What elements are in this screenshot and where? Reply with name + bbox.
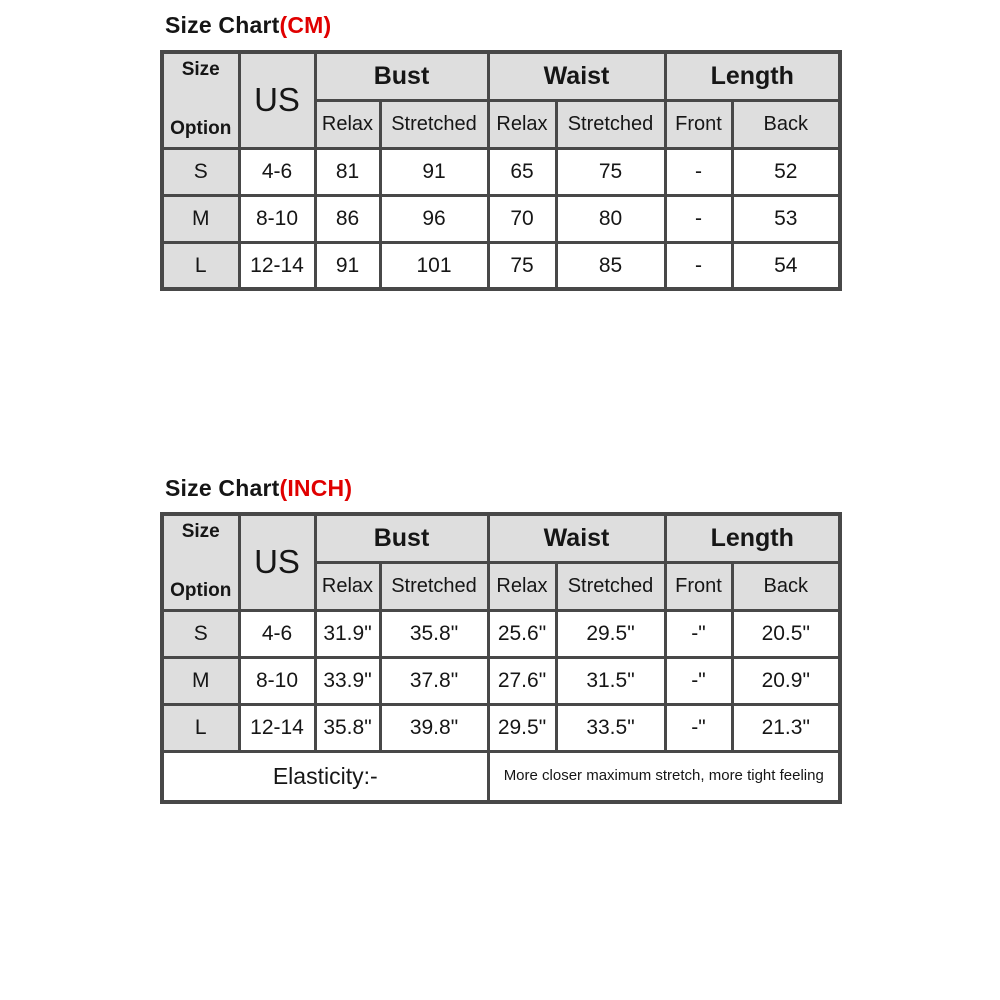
cell: 12-14	[239, 242, 315, 289]
cell: 8-10	[239, 195, 315, 242]
cell: 91	[380, 148, 488, 195]
header-waist-stretched: Stretched	[556, 100, 665, 148]
table-row-m	[162, 195, 840, 242]
cell: -"	[665, 657, 732, 704]
cell: 52	[732, 148, 840, 195]
cell: -	[665, 242, 732, 289]
cell: 4-6	[239, 610, 315, 657]
table-row-s	[162, 610, 840, 657]
cell: 54	[732, 242, 840, 289]
cell: -	[665, 195, 732, 242]
header-waist: Waist	[488, 514, 665, 562]
title-text: Size Chart	[165, 12, 280, 38]
header-waist-relax: Relax	[488, 562, 556, 610]
cell: 27.6"	[488, 657, 556, 704]
title-unit-cm: (CM)	[279, 12, 332, 38]
cell: 35.8"	[380, 610, 488, 657]
cell: 8-10	[239, 657, 315, 704]
cell: 21.3"	[732, 704, 840, 751]
cell: 75	[556, 148, 665, 195]
cell: 53	[732, 195, 840, 242]
size-cell: S	[162, 148, 239, 195]
header-size-line1: Size	[181, 521, 220, 543]
cell: 80	[556, 195, 665, 242]
cell: 101	[380, 242, 488, 289]
cell: -"	[665, 704, 732, 751]
header-bust: Bust	[315, 52, 488, 100]
header-bust-stretched: Stretched	[380, 100, 488, 148]
header-length-front: Front	[665, 562, 732, 610]
cell: 39.8"	[380, 704, 488, 751]
header-length: Length	[665, 514, 840, 562]
header-length: Length	[665, 52, 840, 100]
cell: 31.5"	[556, 657, 665, 704]
header-length-back: Back	[732, 100, 840, 148]
header-size-option	[162, 514, 239, 610]
table-row-l	[162, 242, 840, 289]
header-us: US	[239, 52, 315, 148]
cell: 29.5"	[488, 704, 556, 751]
elasticity-label: Elasticity:-	[162, 751, 488, 802]
header-waist-relax: Relax	[488, 100, 556, 148]
title-text: Size Chart	[165, 475, 280, 501]
header-length-front: Front	[665, 100, 732, 148]
table-header-row-1	[162, 514, 840, 562]
header-us: US	[239, 514, 315, 610]
elasticity-note: More closer maximum stretch, more tight feeling	[488, 751, 840, 802]
size-option-stack	[164, 57, 238, 143]
header-size-option	[162, 52, 239, 148]
elasticity-row	[162, 751, 840, 802]
cell: -	[665, 148, 732, 195]
table-header-row-1	[162, 52, 840, 100]
header-bust-stretched: Stretched	[380, 562, 488, 610]
header-bust-relax: Relax	[315, 100, 380, 148]
title-unit-inch: (INCH)	[279, 475, 353, 501]
size-cell: S	[162, 610, 239, 657]
size-chart-inch-title	[165, 475, 352, 502]
header-bust: Bust	[315, 514, 488, 562]
cell: 4-6	[239, 148, 315, 195]
header-bust-relax: Relax	[315, 562, 380, 610]
table-row-l	[162, 704, 840, 751]
cell: 20.9"	[732, 657, 840, 704]
cell: 81	[315, 148, 380, 195]
size-cell: M	[162, 657, 239, 704]
cell: 12-14	[239, 704, 315, 751]
header-waist: Waist	[488, 52, 665, 100]
cell: 96	[380, 195, 488, 242]
cell: 25.6"	[488, 610, 556, 657]
cell: 65	[488, 148, 556, 195]
cell: 35.8"	[315, 704, 380, 751]
cell: 70	[488, 195, 556, 242]
cell: 86	[315, 195, 380, 242]
header-size-line2: Option	[170, 580, 232, 602]
size-chart-cm-title	[165, 12, 331, 39]
cell: 37.8"	[380, 657, 488, 704]
table-row-s	[162, 148, 840, 195]
cell: 85	[556, 242, 665, 289]
size-table-inch	[160, 512, 842, 804]
cell: 91	[315, 242, 380, 289]
cell: 33.9"	[315, 657, 380, 704]
size-option-stack	[164, 519, 238, 605]
cell: 33.5"	[556, 704, 665, 751]
table-row-m	[162, 657, 840, 704]
cell: -"	[665, 610, 732, 657]
header-waist-stretched: Stretched	[556, 562, 665, 610]
header-length-back: Back	[732, 562, 840, 610]
cell: 75	[488, 242, 556, 289]
header-size-line1: Size	[181, 59, 220, 81]
size-cell: M	[162, 195, 239, 242]
size-cell: L	[162, 704, 239, 751]
cell: 29.5"	[556, 610, 665, 657]
cell: 20.5"	[732, 610, 840, 657]
size-cell: L	[162, 242, 239, 289]
cell: 31.9"	[315, 610, 380, 657]
header-size-line2: Option	[170, 118, 232, 140]
size-table-cm	[160, 50, 842, 291]
